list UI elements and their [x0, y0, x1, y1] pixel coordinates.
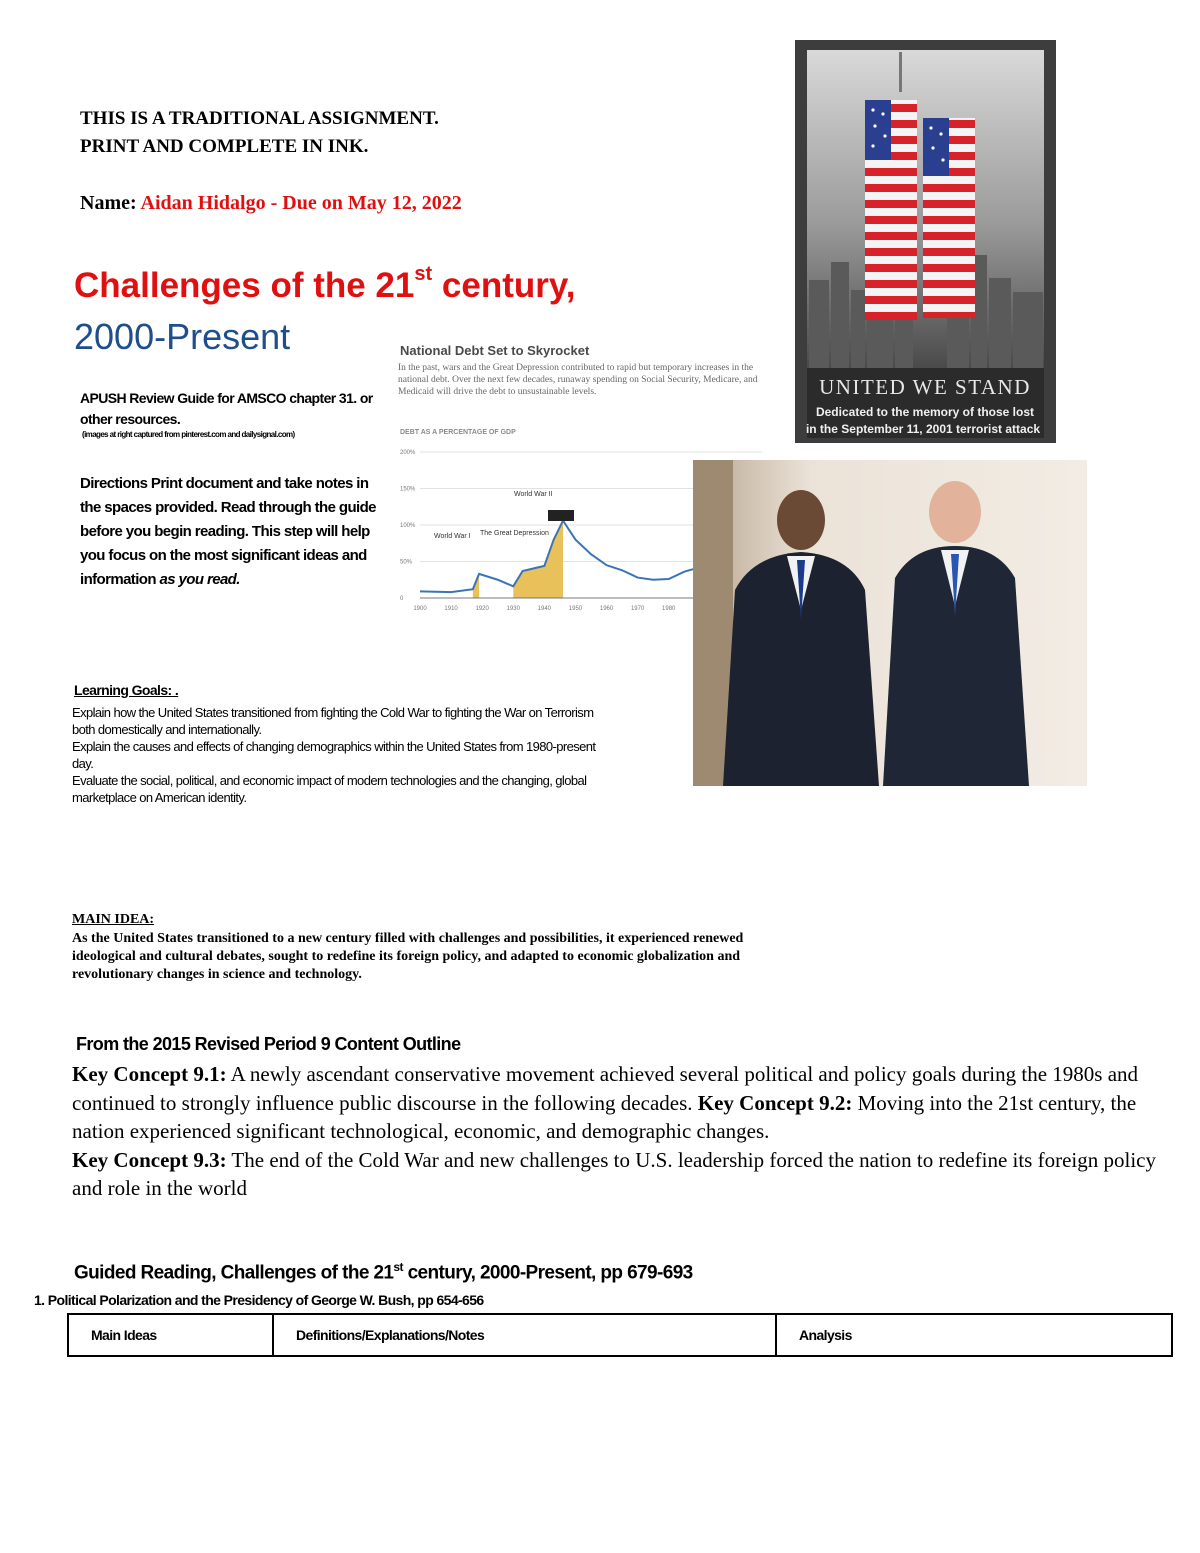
guided-suffix: century, 2000-Present, pp 679-693 [402, 1262, 693, 1284]
page-title [74, 263, 576, 306]
united-we-stand-poster [795, 40, 1056, 443]
chart-xtick-label: 1970 [630, 606, 645, 612]
chart-xtick-label: 1930 [506, 606, 520, 612]
annot-ww2: World War II [514, 491, 553, 498]
learning-goals-tail: . [171, 682, 179, 698]
notes-table [67, 1313, 1173, 1357]
name-line [80, 192, 462, 215]
learning-goal: Explain the causes and effects of changing demographics within the United States from 1980-present [72, 739, 596, 754]
learning-goals-heading [74, 682, 178, 698]
poster-art [795, 40, 1056, 443]
chart-xtick-label: 1900 [413, 606, 427, 612]
learning-goal: day. [72, 756, 94, 771]
title-sup: st [414, 263, 433, 286]
key-concepts [72, 1060, 1172, 1203]
learning-goal: both domestically and internationally. [72, 722, 262, 737]
learning-goals-list [72, 704, 732, 806]
chart-ytick-label: 200% [400, 450, 416, 456]
outline-heading: From the 2015 Revised Period 9 Content Outline [76, 1034, 461, 1054]
chart-xtick-label: 1910 [444, 606, 458, 612]
kc2-label: Key Concept 9.2: [697, 1090, 853, 1115]
chart-ytick-label: 0 [400, 596, 404, 602]
chart-intro-box [398, 362, 768, 418]
kc1-text: A newly ascendant conservative movement achieved several political and policy goals during the 1980s and continued to strongly influence public discourse in the following decades. [72, 1062, 1139, 1115]
directions-text: Directions Print document and take notes in the spaces provided. Read through the guide before you begin reading. This step will help you focus on the most significant ideas and information [80, 475, 376, 588]
chart-xtick-label: 1950 [568, 606, 583, 612]
poster-caption-2: in the September 11, 2001 terrorist attack [805, 422, 1041, 436]
guided-sup: st [393, 1260, 403, 1274]
assignment-line-2: PRINT AND COMPLETE IN INK. [80, 136, 369, 157]
chart-xtick-label: 1980 [662, 606, 676, 612]
col-definitions: Definitions/Explanations/Notes [273, 1314, 776, 1356]
learning-goals-label: Learning Goals: [74, 682, 172, 698]
chart-subtitle: DEBT AS A PERCENTAGE OF GDP [400, 429, 516, 436]
poster-headline: UNITED WE STAND [819, 375, 1031, 399]
section-1-heading: 1. Political Polarization and the Presidency of George W. Bush, pp 654-656 [34, 1292, 484, 1308]
kc3-label: Key Concept 9.3: [72, 1147, 227, 1172]
page-subtitle: 2000-Present [74, 316, 291, 357]
chart-xtick-label: 1920 [475, 606, 489, 612]
kc3-text: The end of the Cold War and new challenges to U.S. leadership forced the nation to redefine its foreign policy and role in the world [72, 1147, 1156, 1200]
chart-xtick-label: 1960 [599, 606, 614, 612]
main-idea-text: As the United States transitioned to a new century filled with challenges and possibilities, it experienced renewed ideological and cultural debates, sought to redefine its foreign policy, and adapted to economic globalization and revolutionary changes in science and technology. [72, 931, 744, 982]
learning-goal: Explain how the United States transitioned from fighting the Cold War to fighting the War on Terrorism [72, 705, 594, 720]
assignment-line-1: THIS IS A TRADITIONAL ASSIGNMENT. [80, 108, 439, 129]
guided-reading-heading [74, 1260, 693, 1284]
title-suffix: century, [432, 266, 576, 305]
chart-ytick-label: 150% [400, 486, 416, 493]
chart-xtick-label: 1940 [537, 606, 552, 612]
kc1-label: Key Concept 9.1: [72, 1062, 227, 1086]
title-prefix: Challenges of the 21 [74, 266, 415, 305]
annot-depression: The Great Depression [480, 530, 549, 537]
chart-ytick-label: 100% [400, 523, 416, 529]
presidents-art [693, 460, 1087, 786]
images-credit: (images at right captured from pinterest.com and dailysignal.com) [82, 430, 295, 439]
poster-caption-1: Dedicated to the memory of those lost [815, 405, 1035, 419]
name-value: Aidan Hidalgo - Due on May 12, 2022 [140, 192, 462, 214]
chart-ytick-label: 50% [400, 559, 413, 566]
annot-ww1: World War I [434, 533, 471, 540]
chart-peak-tag [548, 510, 574, 521]
directions [80, 472, 380, 592]
main-idea-heading: MAIN IDEA: [72, 912, 155, 927]
col-main-ideas: Main Ideas [68, 1314, 273, 1356]
apush-note: APUSH Review Guide for AMSCO chapter 31. or other resources. [80, 390, 373, 427]
name-label: Name: [80, 192, 137, 214]
presidents-photo [693, 460, 1087, 786]
table-header-row [68, 1314, 1172, 1356]
guided-prefix: Guided Reading, Challenges of the 21 [74, 1262, 394, 1284]
kc2-text: Moving into the 21st century, the nation experienced significant technological, economic, and demographic changes. [72, 1090, 1137, 1143]
chart-title: National Debt Set to Skyrocket [400, 343, 590, 358]
chart-intro: In the past, wars and the Great Depression contributed to rapid but temporary increases in the national debt. Over the next few decades, runaway spending on Social Security, Medicare, and Medicaid will drive the debt to unsustainable levels. [398, 363, 758, 397]
learning-goal: Evaluate the social, political, and economic impact of modern technologies and the changing, global [72, 773, 587, 788]
learning-goal: marketplace on American identity. [72, 790, 247, 805]
directions-emphasis: as you read. [155, 571, 240, 588]
col-analysis: Analysis [776, 1314, 1172, 1356]
